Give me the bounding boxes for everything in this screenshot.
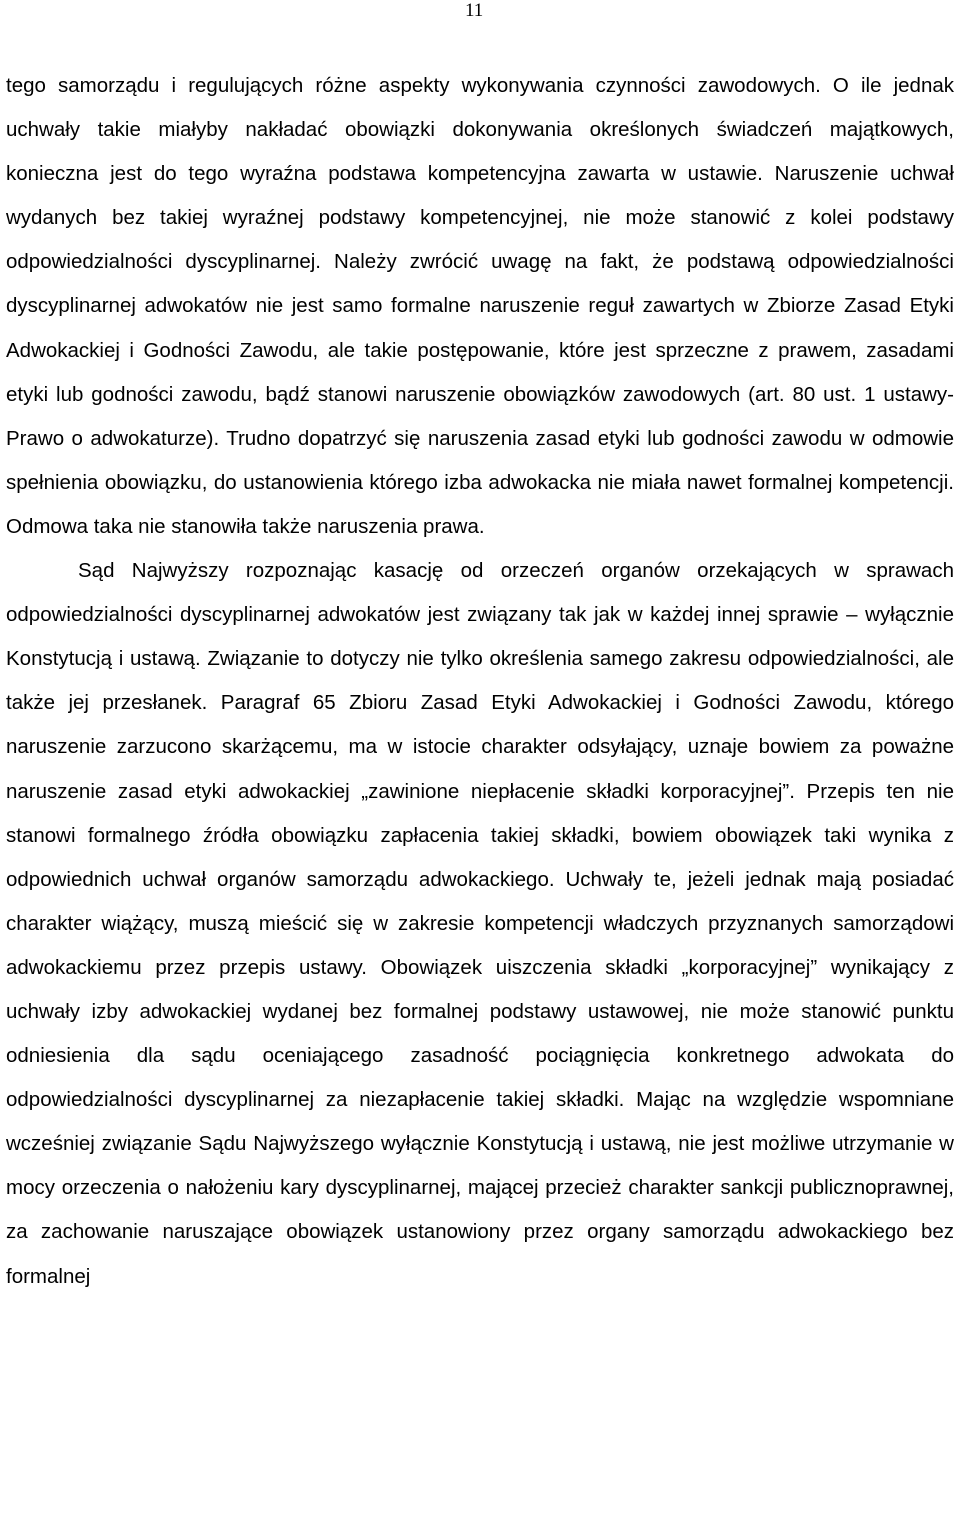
paragraph-1: tego samorządu i regulujących różne aspekty wykonywania czynności zawodowych. O ile jednak uchwały takie miałyby nakładać obowiązki dokonywania określonych świadczeń majątkowych, konieczna jest do tego wyraźna podstawa kompetencyjna zawarta w ustawie. Naruszenie uchwał wydanych bez takiej wyraźnej podstawy kompetencyjnej, nie może stanowić z kolei podstawy odpowiedzialności dyscyplinarnej. Należy zwrócić uwagę na fakt, że podstawą odpowiedzialności dyscyplinarnej adwokatów nie jest samo formalne naruszenie reguł zawartych w Zbiorze Zasad Etyki Adwokackiej i Godności Zawodu, ale takie postępowanie, które jest sprzeczne z prawem, zasadami etyki lub godności zawodu, bądź stanowi naruszenie obowiązków zawodowych (art. 80 ust. 1 ustawy- Prawo o adwokaturze). Trudno dopatrzyć się naruszenia zasad etyki lub godności zawodu w odmowie spełnienia obowiązku, do ustanowienia którego izba adwokacka nie miała nawet formalnej kompetencji. Odmowa taka nie stanowiła także naruszenia prawa. <box>6 74 954 538</box>
paragraph-2: Sąd Najwyższy rozpoznając kasację od orzeczeń organów orzekających w sprawach odpowiedzialności dyscyplinarnej adwokatów jest związany tak jak w każdej innej sprawie – wyłącznie Konstytucją i ustawą. Związanie to dotyczy nie tylko określenia samego zakresu odpowiedzialności, ale także jej przesłanek. Paragraf 65 Zbioru Zasad Etyki Adwokackiej i Godności Zawodu, którego naruszenie zarzucono skarżącemu, ma w istocie charakter odsyłający, uznaje bowiem za poważne naruszenie zasad etyki adwokackiej „zawinione niepłacenie składki korporacyjnej”. Przepis ten nie stanowi formalnego źródła obowiązku zapłacenia takiej składki, bowiem obowiązek taki wynika z odpowiednich uchwał organów samorządu adwokackiego. Uchwały te, jeżeli jednak mają posiadać charakter wiążący, muszą mieścić się w zakresie kompetencji władczych przyznanych samorządowi adwokackiemu przez przepis ustawy. Obowiązek uiszczenia składki „korporacyjnej” wynikający z uchwały izby adwokackiej wydanej bez formalnej podstawy ustawowej, nie może stanowić punktu odniesienia dla sądu oceniającego zasadność pociągnięcia konkretnego adwokata do odpowiedzialności dyscyplinarnej za niezapłacenie takiej składki. Mając na względzie wspomniane wcześniej związanie Sądu Najwyższego wyłącznie Konstytucją i ustawą, nie jest możliwe utrzymanie w mocy orzeczenia o nałożeniu kary dyscyplinarnej, mającej przecież charakter sankcji publicznoprawnej, za zachowanie naruszające obowiązek ustanowiony przez organy samorządu adwokackiego bez formalnej <box>6 559 954 1288</box>
page-number: 11 <box>465 0 484 21</box>
body-text <box>6 64 954 1299</box>
